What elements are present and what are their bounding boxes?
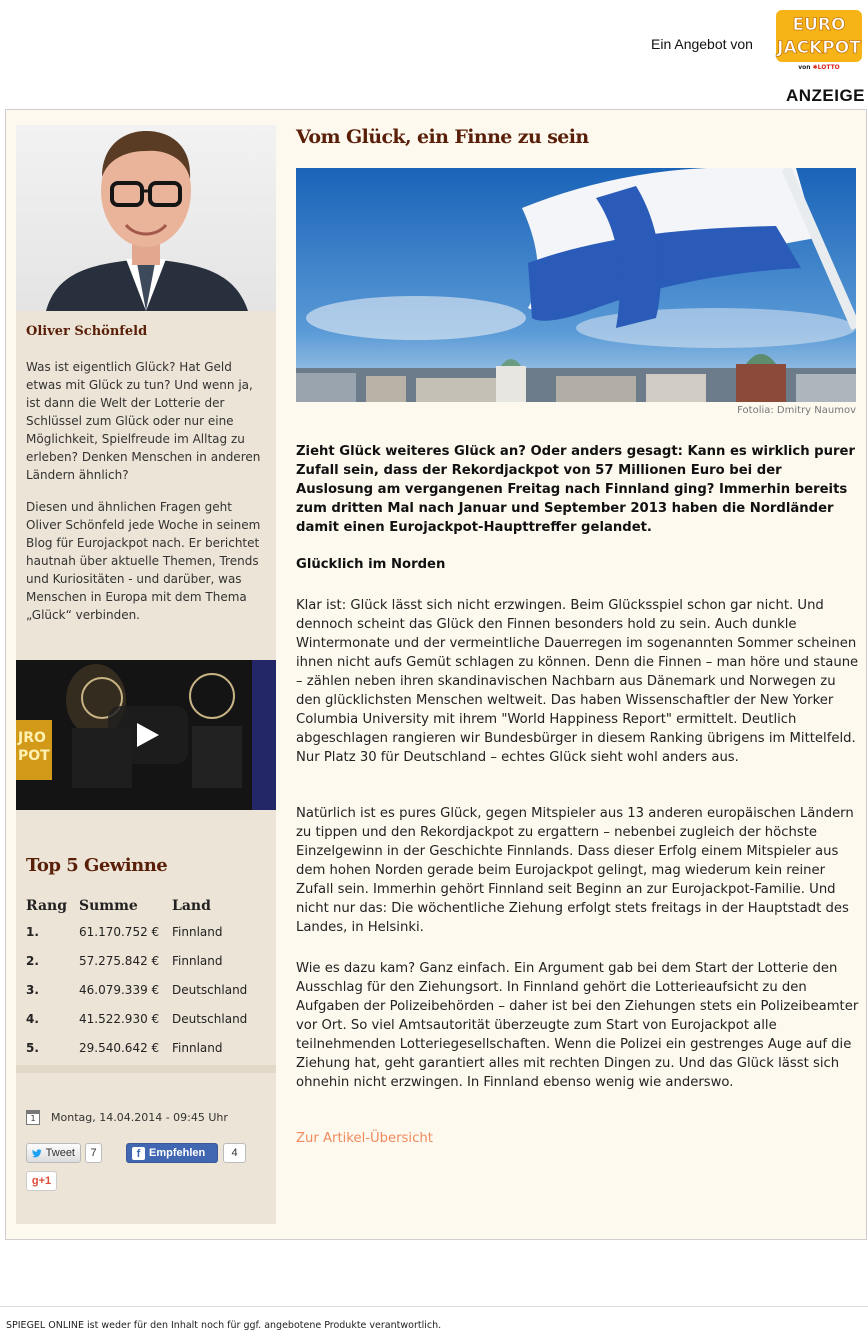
facebook-recommend-label: Empfehlen: [149, 1147, 206, 1159]
svg-text:EURO: EURO: [792, 15, 846, 35]
sidebar: [16, 125, 276, 1224]
sum-cell: 46.079.339 €: [79, 982, 160, 997]
article-paragraph: Natürlich ist es pures Glück, gegen Mitspieler aus 13 anderen europäischen Ländern zu tippen und den Rekordjackpot zu ergattern – nebenbei zugleich der höchste Einzelgewinn in der Geschichte Finnlands. Dass dieser Erfolg einem Mitspieler aus dem hohen Norden gerade beim Eurojackpot gelingt, mag wiederum kein reiner Zufall sein. Immerhin gehört Finnland seit Beginn an zur Eurojackpot-Familie. Und nicht nur das: Die wöchentliche Ziehung erfolgt stets freitags in der Hauptstadt des Landes, in Helsinki.: [296, 806, 854, 935]
country-cell: Finnland: [172, 924, 223, 939]
eurojackpot-logo[interactable]: [773, 8, 865, 72]
sum-cell: 29.540.642 €: [79, 1040, 160, 1055]
author-photo: [16, 125, 276, 311]
article-overview-link[interactable]: Zur Artikel-Übersicht: [296, 1131, 433, 1146]
author-intro-text: Was ist eigentlich Glück? Hat Geld etwas mit Glück zu tun? Und wenn ja, ist dann die Welt der Lotterie der Schlüssel zum Glück oder nur eine Möglichkeit, Spielfreude im Alltag zu erleben? Denken Menschen in anderen Ländern ähnlich?: [26, 360, 261, 482]
table-row: [26, 1004, 271, 1033]
facebook-recommend-button[interactable]: [126, 1143, 218, 1163]
rank-cell: 1.: [26, 924, 39, 939]
column-header-sum: Summe: [79, 898, 138, 914]
footer-disclaimer: SPIEGEL ONLINE ist weder für den Inhalt noch für ggf. angebotene Produkte verantwortlich.: [6, 1320, 442, 1331]
tweet-label: Tweet: [45, 1147, 75, 1159]
table-row: [26, 1033, 271, 1062]
article-subheading: Glücklich im Norden: [296, 557, 446, 572]
facebook-count: 4: [223, 1143, 246, 1163]
calendar-icon: 1: [26, 1110, 40, 1125]
divider: [16, 1065, 276, 1073]
footer-divider: [0, 1306, 868, 1307]
table-row: [26, 917, 271, 946]
offer-text: Ein Angebot von: [651, 36, 753, 52]
publish-date: Montag, 14.04.2014 - 09:45 Uhr: [51, 1111, 228, 1124]
country-cell: Finnland: [172, 953, 223, 968]
video-player[interactable]: [16, 660, 276, 810]
table-header-row: [26, 895, 271, 917]
blog-description-text: Diesen und ähnlichen Fragen geht Oliver Schönfeld jede Woche in seinem Blog für Eurojackpot nach. Er berichtet hautnah über aktuelle Themen, Trends und Kuriositäten - und darüber, was Menschen in Europa mit dem Thema „Glück“ verbinden.: [26, 500, 261, 622]
ad-label: ANZEIGE: [785, 86, 865, 105]
photo-credit: Fotolia: Dmitry Naumov: [737, 405, 856, 416]
svg-text:von ✱LOTTO: von ✱LOTTO: [798, 64, 840, 71]
top5-title: Top 5 Gewinne: [26, 855, 168, 876]
tweet-count: 7: [85, 1143, 102, 1163]
play-icon: [137, 723, 159, 747]
column-header-rank: Rang: [26, 898, 67, 914]
rank-cell: 4.: [26, 1011, 39, 1026]
table-row: [26, 975, 271, 1004]
sum-cell: 41.522.930 €: [79, 1011, 160, 1026]
google-plus-button[interactable]: g+1: [26, 1171, 57, 1191]
top-bar: [0, 0, 868, 108]
sum-cell: 61.170.752 €: [79, 924, 160, 939]
article-paragraph: Wie es dazu kam? Ganz einfach. Ein Argument gab bei dem Start der Lotterie den Ausschlag für den Ziehungsort. In Finnland gehört die Lotterieaufsicht zu den Aufgaben der Polizeibehörden – daher ist bei den Ziehungen stets ein Polizeibeamter vor Ort. So viel Amtsautorität überzeugte zum Start von Eurojackpot alle teilnehmenden Lotteriegesellschaften. Wenn die Polizei ein gestrenges Auge auf die Ziehung hat, geht garantiert alles mit rechten Dingen zu. Und das Glück lässt sich ohnehin nicht erzwingen. In Finnland ebenso wenig wie anderswo.: [296, 961, 859, 1090]
article-paragraph: Klar ist: Glück lässt sich nicht erzwingen. Beim Glücksspiel schon gar nicht. Und dennoch scheint das Glück den Finnen besonders hold zu sein. Auch dunkle Wintermonate und der vermeintliche Dauerregen im sogenannten Sommer scheinen ihnen nicht aufs Gemüt schlagen zu können. Denn die Finnen – man höre und staune – zählen neben ihren skandinavischen Nachbarn aus Dänemark und Norwegen zu den glücklichsten Menschen weltweit. Das haben Wissenschaftler der New Yorker Columbia University mit ihrem "World Happiness Report" ermittelt. Deutlich abgeschlagen rangieren wir Bundesbürger in diesem Ranking übrigens im Mittelfeld. Nur Platz 30 für Deutschland – echtes Glück sieht wohl anders aus.: [296, 598, 859, 765]
top5-table: [26, 895, 271, 1062]
twitter-bird-icon: [32, 1148, 42, 1159]
table-row: [26, 946, 271, 975]
svg-text:POT: POT: [18, 748, 50, 764]
svg-text:JACKPOT: JACKPOT: [777, 38, 861, 58]
country-cell: Finnland: [172, 1040, 223, 1055]
rank-cell: 3.: [26, 982, 39, 997]
article-hero-image: [296, 168, 856, 402]
svg-text:JRO: JRO: [18, 730, 46, 746]
tweet-button[interactable]: [26, 1143, 81, 1163]
column-header-country: Land: [172, 898, 211, 914]
article-title: Vom Glück, ein Finne zu sein: [296, 126, 589, 148]
rank-cell: 5.: [26, 1040, 39, 1055]
author-name: Oliver Schönfeld: [26, 324, 148, 339]
rank-cell: 2.: [26, 953, 39, 968]
article-lead: Zieht Glück weiteres Glück an? Oder anders gesagt: Kann es wirklich purer Zufall sein, dass der Rekordjackpot von 57 Millionen Euro bei der Auslosung am vergangenen Freitag nach Finnland ging? Immerhin bereits zum dritten Mal nach Januar und September 2013 haben die Nordländer damit einen Eurojackpot-Haupttreffer gelandet.: [296, 444, 855, 535]
facebook-icon: f: [132, 1147, 145, 1160]
sum-cell: 57.275.842 €: [79, 953, 160, 968]
country-cell: Deutschland: [172, 1011, 248, 1026]
country-cell: Deutschland: [172, 982, 248, 997]
